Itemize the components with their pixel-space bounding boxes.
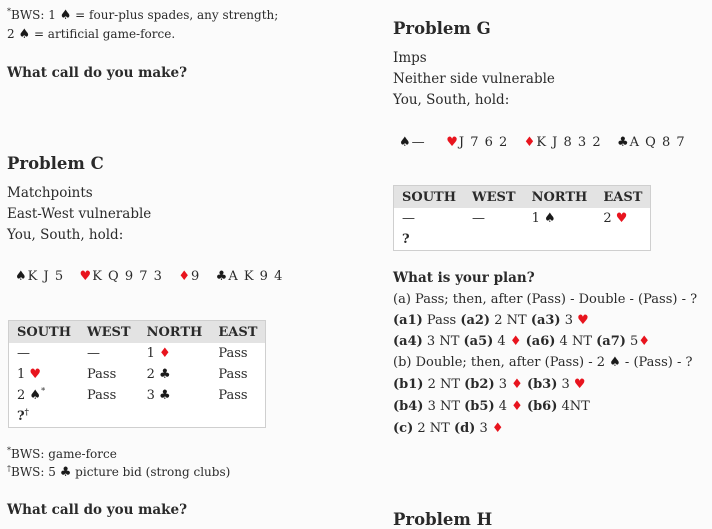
hand-g: ♠— ♥J 7 6 2 ♦K J 8 3 2 ♣A Q 8 7	[399, 135, 686, 150]
auction-table-g	[393, 185, 651, 251]
col-east: EAST	[210, 321, 266, 344]
problem-g-title: Problem G	[393, 19, 491, 38]
bid-1h: 1 ♥	[17, 367, 42, 382]
spade-icon: ♠	[399, 135, 412, 150]
question-1: What call do you make?	[7, 65, 187, 81]
problem-c-title: Problem C	[7, 154, 104, 173]
auction-row: 2 ♠* Pass 3 ♣ Pass	[9, 385, 266, 406]
plan-c-d: (c) 2 NT (d) 3 ♦	[393, 421, 504, 436]
plan-b-line2: (b4) 3 NT (b5) 4 ♦ (b6) 4NT	[393, 399, 590, 414]
auction-header	[9, 321, 266, 344]
bid-1s: 1 ♠	[531, 211, 556, 226]
bid-1d: 1 ♦	[146, 346, 171, 361]
plan-a: (a) Pass; then, after (Pass) - Double - (Pass) - ?	[393, 292, 698, 307]
hand-c: ♠K J 5 ♥K Q 9 7 3 ♦9 ♣A K 9 4	[15, 269, 284, 284]
plan-a-line1: (a1) Pass (a2) 2 NT (a3) 3 ♥	[393, 313, 589, 328]
auction-table-c	[8, 320, 266, 428]
bid-2s: 2 ♠*	[17, 386, 46, 403]
hold-label: You, South, hold:	[7, 227, 124, 243]
col-north: NORTH	[524, 186, 596, 209]
auction-row: 1 ♥ Pass 2 ♣ Pass	[9, 364, 266, 385]
plan-question: What is your plan?	[393, 270, 535, 286]
plan-b: (b) Double; then, after (Pass) - 2 ♠ - (Pass) - ?	[393, 355, 693, 370]
auction-row	[9, 406, 266, 428]
heart-icon: ♥	[446, 135, 459, 150]
question-2: What call do you make?	[7, 502, 187, 518]
col-north: NORTH	[139, 321, 211, 344]
auction-row	[394, 229, 651, 251]
heart-icon: ♥	[79, 269, 93, 284]
auction-header	[394, 186, 651, 209]
plan-b-line1: (b1) 2 NT (b2) 3 ♦ (b3) 3 ♥	[393, 377, 586, 392]
col-south: SOUTH	[9, 321, 80, 344]
diamond-icon: ♦	[178, 269, 191, 284]
col-south: SOUTH	[394, 186, 465, 209]
col-west: WEST	[464, 186, 524, 209]
footnote-top-1: *BWS: 1 ♠ = four-plus spades, any strength;	[7, 7, 279, 23]
club-icon: ♣	[215, 269, 229, 284]
auction-row: — — 1 ♦ Pass	[9, 343, 266, 364]
vulnerability: Neither side vulnerable	[393, 71, 555, 87]
auction-row: — — 1 ♠ 2 ♥	[394, 208, 651, 229]
plan-a-line2: (a4) 3 NT (a5) 4 ♦ (a6) 4 NT (a7) 5♦	[393, 334, 650, 349]
club-icon: ♣	[617, 135, 630, 150]
scoring: Matchpoints	[7, 185, 93, 201]
diamond-icon: ♦	[523, 135, 537, 150]
footnote-top-2: 2 ♠ = artificial game-force.	[7, 27, 176, 42]
col-east: EAST	[595, 186, 651, 209]
bid-3c: 3 ♣	[146, 388, 171, 403]
footnote-2: †BWS: 5 ♣ picture bid (strong clubs)	[7, 464, 231, 480]
bid-question: ?†	[17, 406, 29, 424]
bid-2h: 2 ♥	[603, 211, 628, 226]
vulnerability: East-West vulnerable	[7, 206, 152, 222]
problem-h-title: Problem H	[393, 510, 493, 529]
hold-label: You, South, hold:	[393, 92, 510, 108]
scoring: Imps	[393, 50, 427, 66]
bid-2c: 2 ♣	[146, 367, 171, 382]
spade-icon: ♠	[15, 269, 28, 284]
bid-question: ?	[402, 232, 410, 247]
footnote-1: *BWS: game-force	[7, 446, 117, 461]
col-west: WEST	[79, 321, 139, 344]
